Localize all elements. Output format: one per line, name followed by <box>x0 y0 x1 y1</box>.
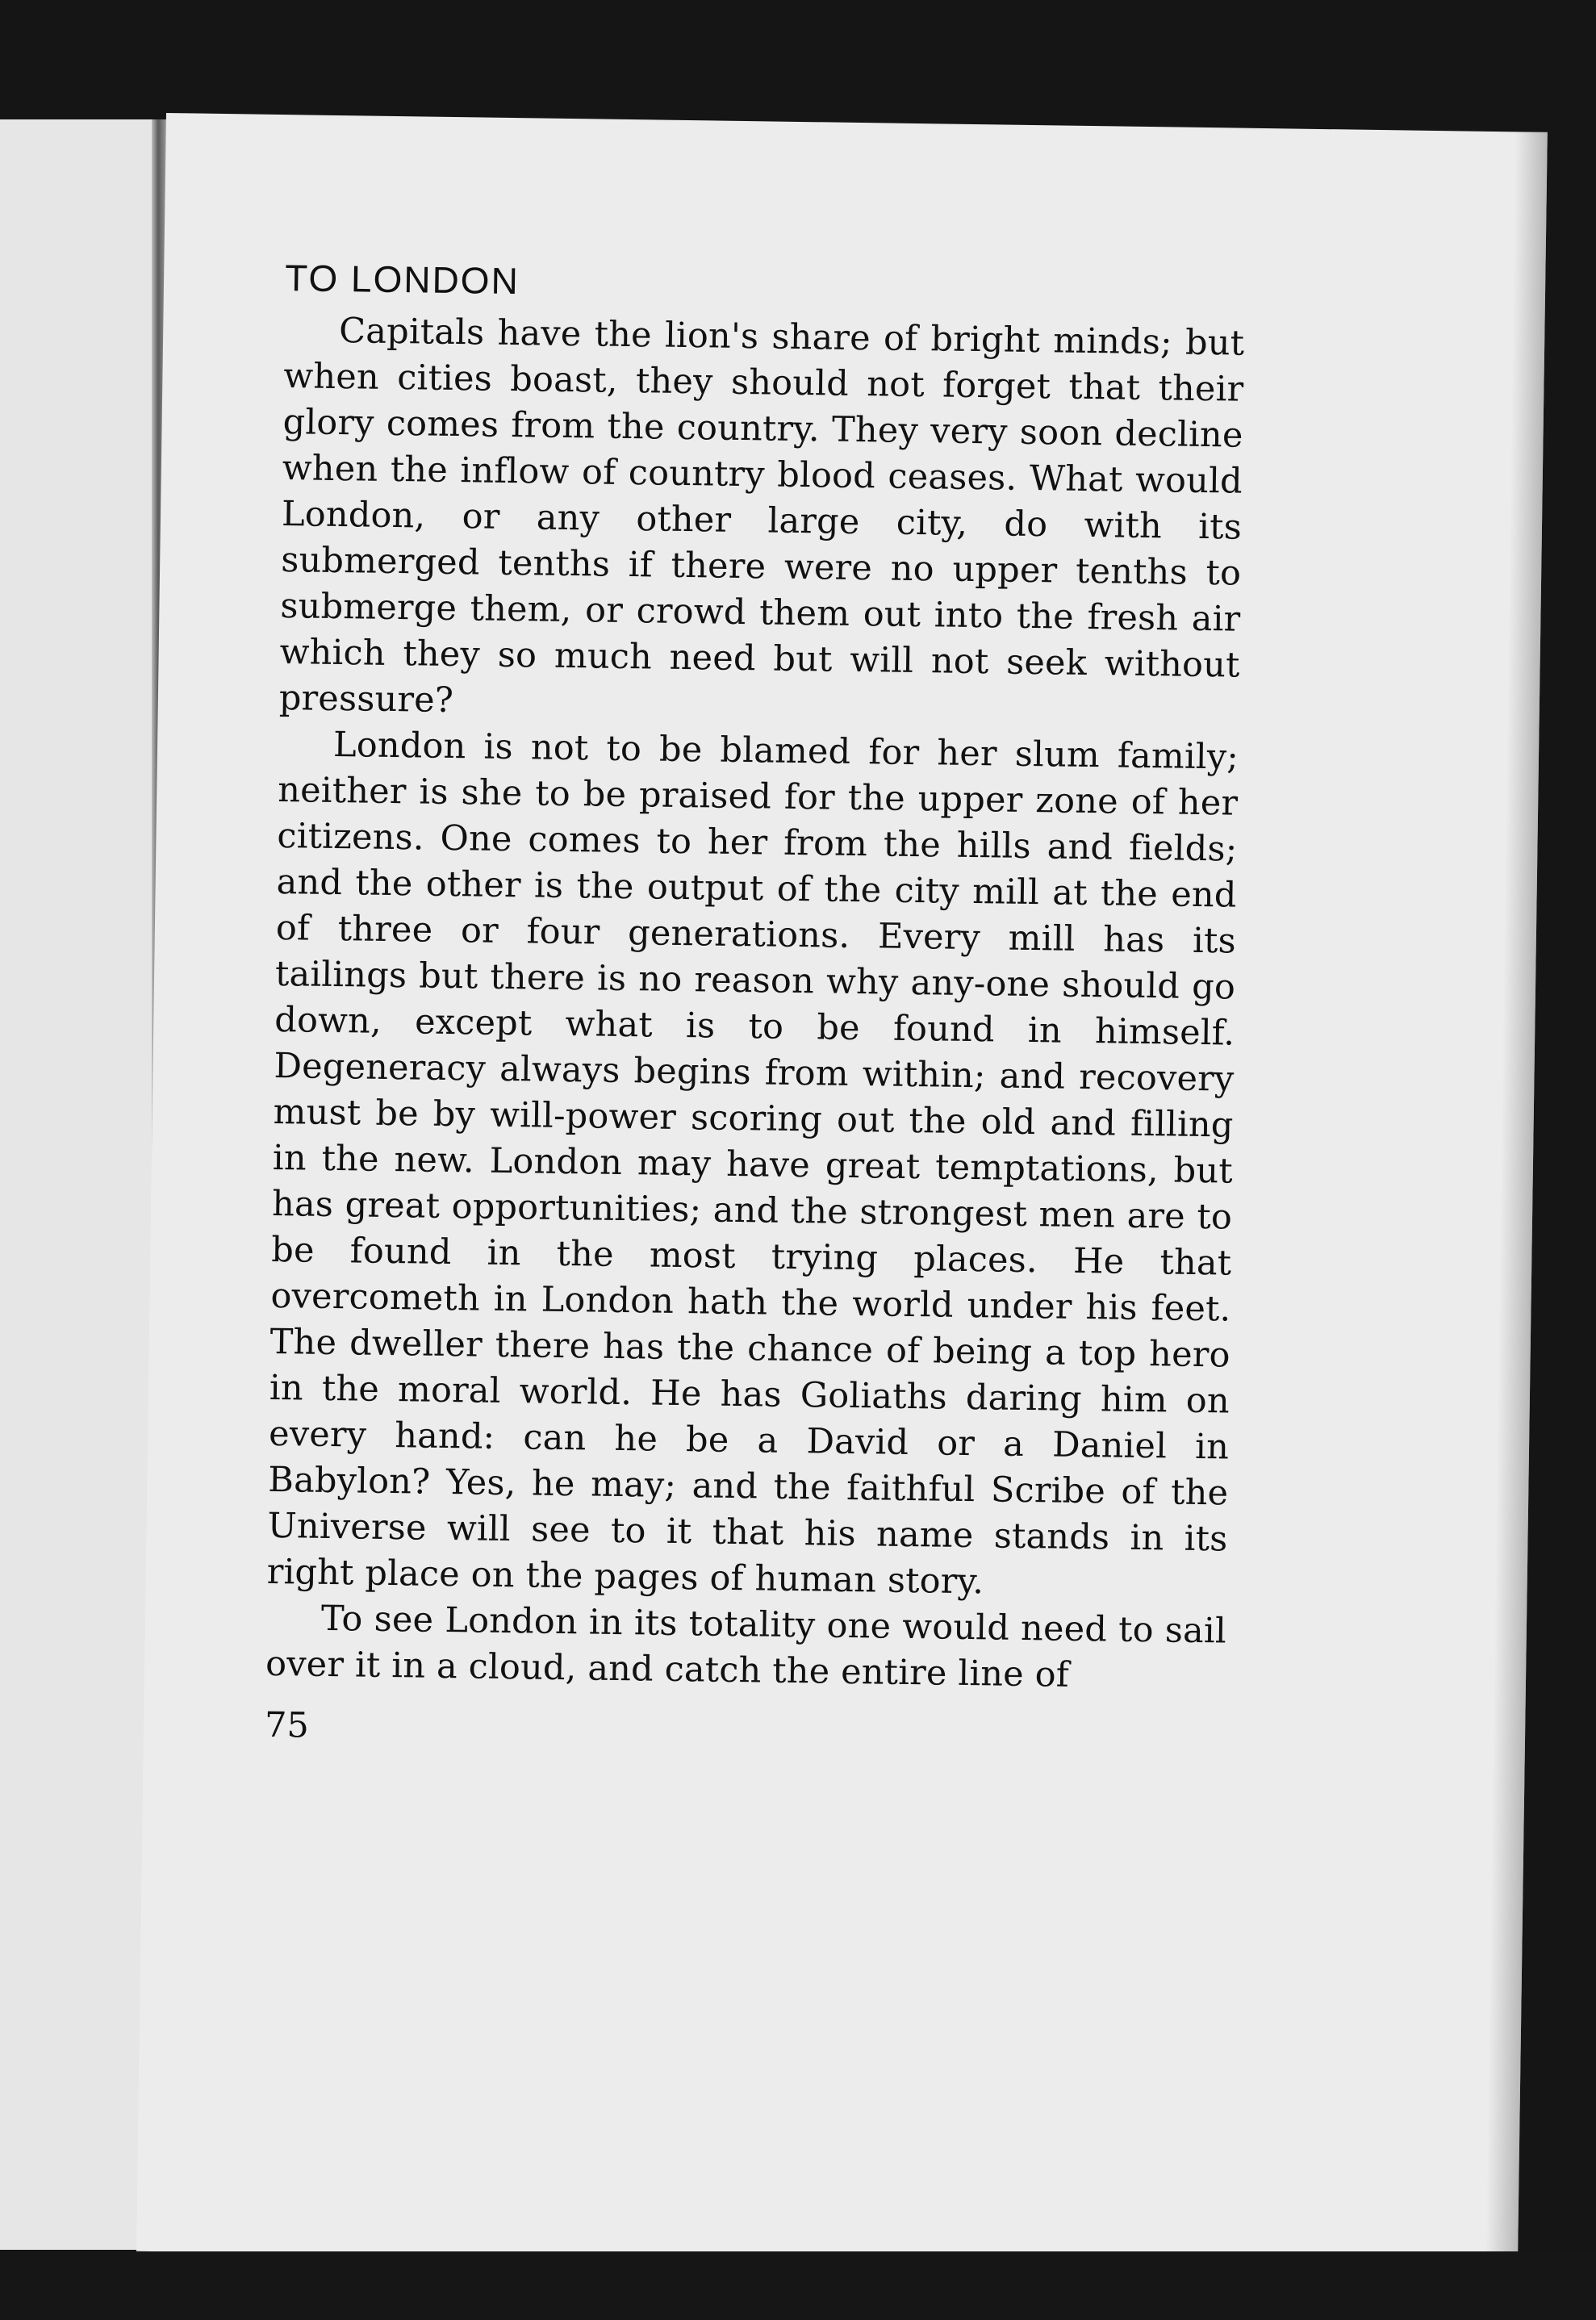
scanner-bottom-edge <box>0 2251 1596 2320</box>
paragraph-3: To see London in its totality one would need to sail over it in a cloud, and catch the entire line of <box>265 1598 1227 1695</box>
paragraph-1: Capitals have the lion's share of bright minds; but when cities boast, they should not forget that their glory comes from the country. They very soon decline when the inflow of country blood ceases. What would London, or any other large city, do with its submerged tenths if there were no upper tenths to submerge them, or crowd them out into the fresh air which they so much need but will not seek without pressure? <box>278 311 1245 721</box>
facing-page-edge <box>0 119 161 2250</box>
page-number: 75 <box>264 1704 310 1746</box>
running-head: TO LONDON <box>284 257 520 303</box>
page-text-block <box>265 256 1246 1758</box>
paragraph-2: London is not to be blamed for her slum family; neither is she to be praised for the upper zone of her citizens. One comes to her from the hills and fields; and the other is the output of the city mill at the end of three or four generations. Every mill has its tailings but there is no reason why any-one should go down, except what is to be found in himself. Degeneracy always begins from within; and recovery must be by will-power scoring out the old and filling in the new. London may have great temptations, but has great opportunities; and the strongest men are to be found in the most trying places. He that overcometh in London hath the world under his feet. The dweller there has the chance of being a top hero in the moral world. He has Goliaths daring him on every hand: can he be a David or a Daniel in Babylon? Yes, he may; and the faithful Scribe of the Universe will see to it that his name stands in its right place on the pages of human story. <box>266 724 1239 1603</box>
book-page <box>136 113 1548 2271</box>
